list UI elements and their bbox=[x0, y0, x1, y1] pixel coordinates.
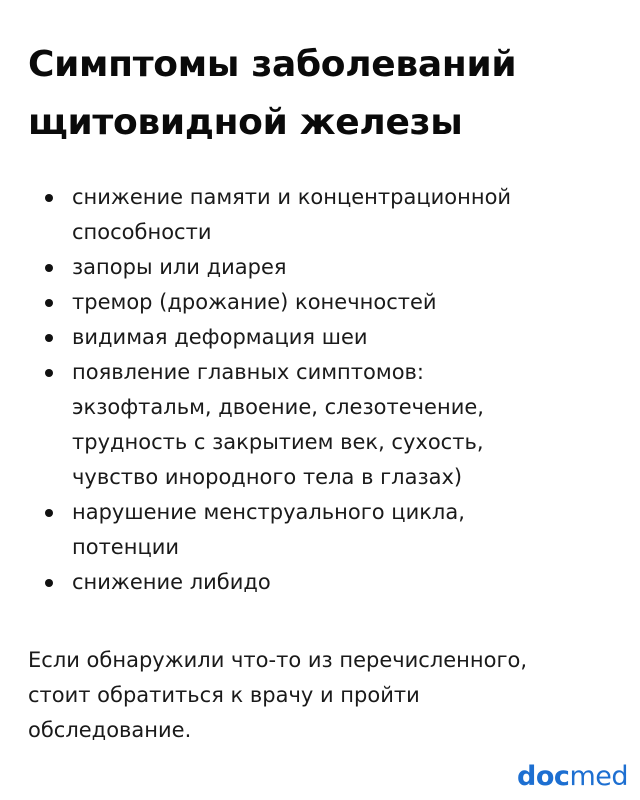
note-line-3: обследование. bbox=[28, 718, 192, 742]
title-line-2: щитовидной железы bbox=[28, 102, 463, 143]
bullet-icon bbox=[45, 369, 53, 377]
list-item-text: тремор (дрожание) конечностей bbox=[72, 290, 437, 314]
title-line-1: Симптомы заболеваний bbox=[28, 44, 517, 85]
note-line-1: Если обнаружили что-то из перечисленного, bbox=[28, 648, 528, 672]
list-item bbox=[42, 320, 602, 355]
list-item bbox=[42, 285, 602, 320]
bullet-icon bbox=[45, 299, 53, 307]
list-item bbox=[42, 250, 602, 285]
list-item-text: нарушение менструального цикла, bbox=[72, 500, 465, 524]
list-item-text: снижение памяти и концентрационной bbox=[72, 185, 512, 209]
symptom-list bbox=[42, 180, 602, 600]
list-item-text: видимая деформация шеи bbox=[72, 325, 368, 349]
note-line-2: стоит обратиться к врачу и пройти bbox=[28, 683, 420, 707]
docmed-logo bbox=[517, 761, 628, 792]
bullet-icon bbox=[45, 334, 53, 342]
list-item-text: снижение либидо bbox=[72, 570, 271, 594]
list-item bbox=[42, 180, 602, 250]
list-item-text: экзофтальм, двоение, слезотечение, bbox=[72, 395, 484, 419]
bullet-icon bbox=[45, 579, 53, 587]
list-item bbox=[42, 495, 602, 565]
page-title bbox=[28, 36, 618, 152]
list-item-text: способности bbox=[72, 220, 212, 244]
logo-part-doc: doc bbox=[517, 761, 570, 792]
list-item-text: трудность с закрытием век, сухость, bbox=[72, 430, 484, 454]
list-item-text: потенции bbox=[72, 535, 180, 559]
list-item-text: запоры или диарея bbox=[72, 255, 287, 279]
bullet-icon bbox=[45, 509, 53, 517]
list-item-text: появление главных симптомов: bbox=[72, 360, 425, 384]
list-item-text: чувство инородного тела в глазах) bbox=[72, 465, 463, 489]
list-item bbox=[42, 355, 602, 495]
advice-note bbox=[28, 643, 618, 748]
bullet-icon bbox=[45, 264, 53, 272]
logo-part-med: med bbox=[569, 761, 628, 792]
bullet-icon bbox=[45, 194, 53, 202]
list-item bbox=[42, 565, 602, 600]
